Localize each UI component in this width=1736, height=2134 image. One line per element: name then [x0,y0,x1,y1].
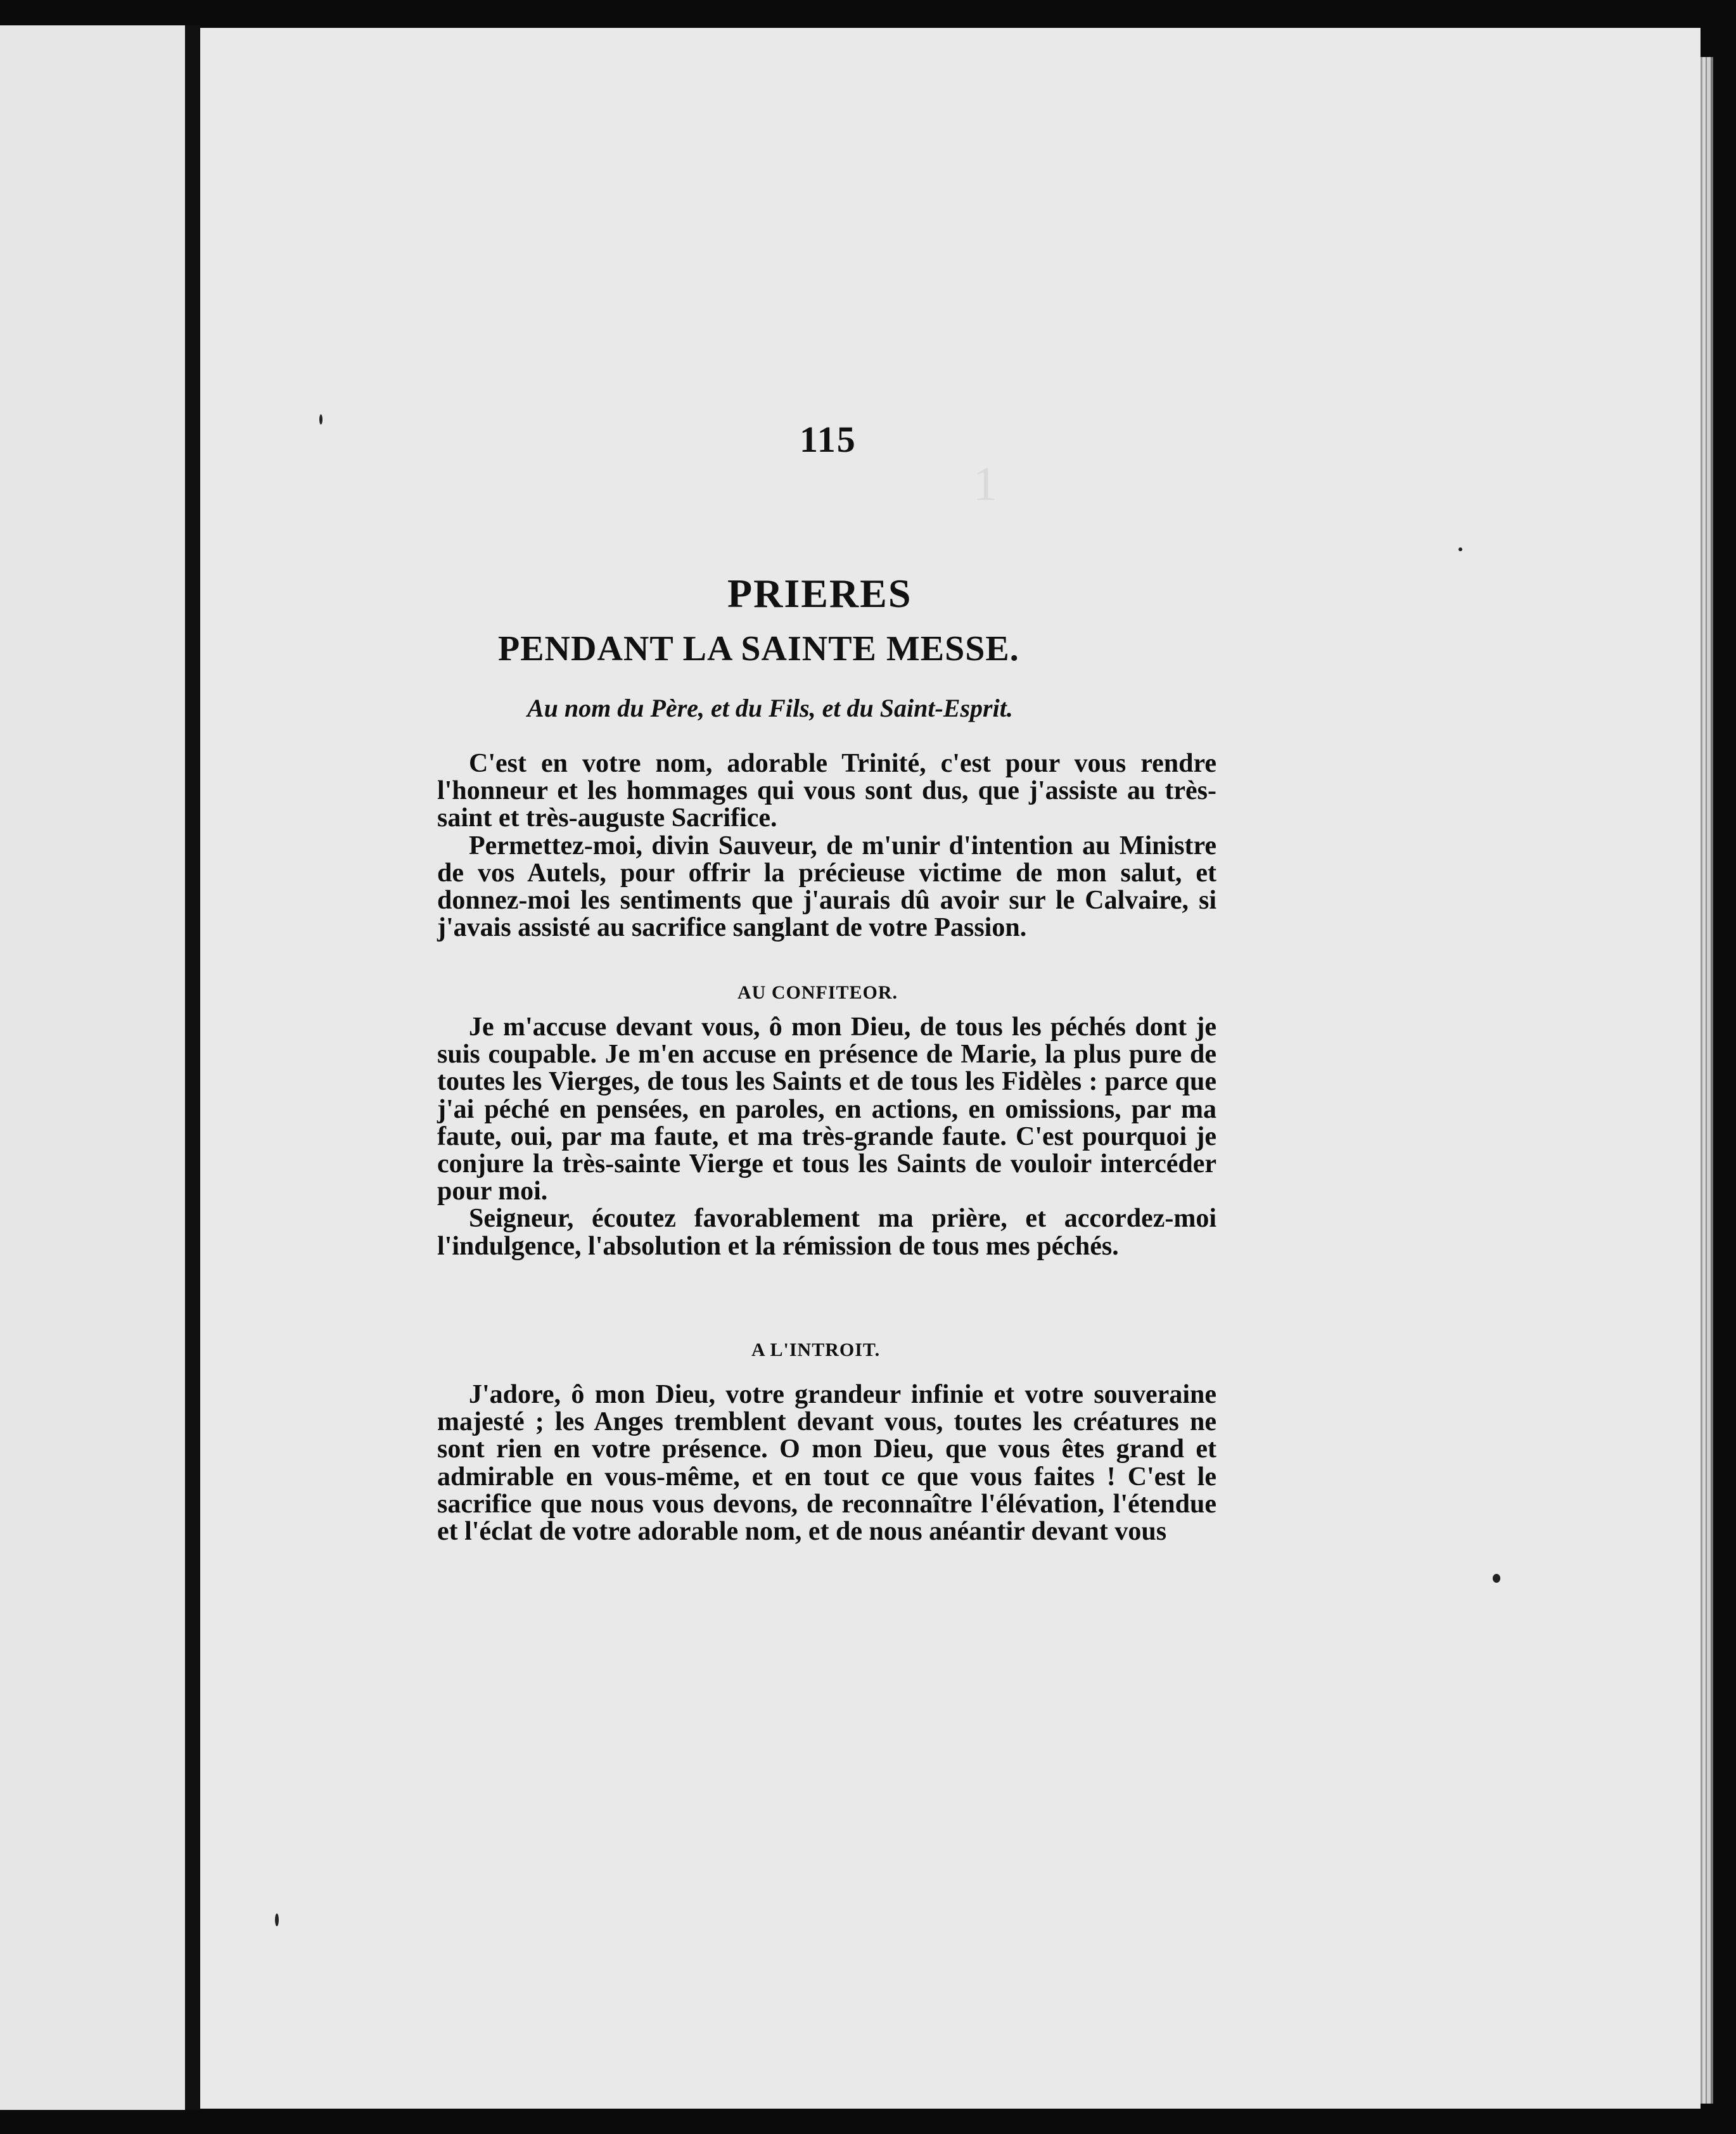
ink-speck [275,1914,279,1926]
intro-paragraph: C'est en votre nom, adorable Trinité, c'est pour vous rendre l'honneur et les hommages qui vous sont dus, que j'assiste au très-saint et très-auguste Sacrifice. [437,749,1216,833]
facing-page [0,25,185,2110]
show-through: 1 [973,457,997,511]
page-number: 115 [800,419,857,460]
confiteor-paragraph: Seigneur, écoutez favorablement ma prière, et accordez-moi l'indulgence, l'absolution et la rémission de tous mes péchés. [437,1204,1216,1261]
introit-paragraph: J'adore, ô mon Dieu, votre grandeur infinie et votre souveraine majesté ; les Anges tremblent devant vous, toutes les créatures ne sont rien en votre présence. O mon Dieu, que vous êtes grand et admirable en vous-même, et en tout ce que vous faites ! C'est le sacrifice que nous vous devons, de reconnaître l'élévation, l'étendue et l'éclat de votre adorable nom, et de nous anéantir devant vous [437,1380,1216,1547]
page-edge [1701,57,1713,2104]
show-through [1151,522,1158,560]
intro-paragraph: Permettez-moi, divin Sauveur, de m'unir d'intention au Ministre de vos Autels, pour offrir la précieuse victime de mon salut, et donnez-moi les sentiments que j'aurais dû avoir sur le Calvaire, si j'avais assisté au sacrifice sanglant de votre Passion. [437,831,1216,943]
invocation-line: Au nom du Père, et du Fils, et du Saint-Esprit. [527,694,1013,722]
page-title: PRIERES [727,571,912,616]
confiteor-section [437,1014,1216,1260]
introit-section [437,1381,1216,1545]
book-gutter [185,25,200,2110]
page-subtitle: PENDANT LA SAINTE MESSE. [498,629,1019,668]
ink-speck [319,414,322,425]
ink-speck [1493,1574,1500,1583]
confiteor-paragraph: Je m'accuse devant vous, ô mon Dieu, de tous les péchés dont je suis coupable. Je m'en accuse en présence de Marie, la plus pure de toutes les Vierges, de tous les Saints et de tous les Fidèles : parce que j'ai péché en pensées, en paroles, en actions, en omissions, par ma faute, oui, par ma faute, et ma très-grande faute. C'est pourquoi je conjure la très-sainte Vierge et tous les Saints de vouloir intercéder pour moi. [437,1013,1216,1206]
section-heading-introit: A L'INTROIT. [751,1339,881,1360]
section-heading-confiteor: AU CONFITEOR. [737,982,898,1003]
intro-section [437,750,1216,942]
ink-speck [1458,547,1462,551]
